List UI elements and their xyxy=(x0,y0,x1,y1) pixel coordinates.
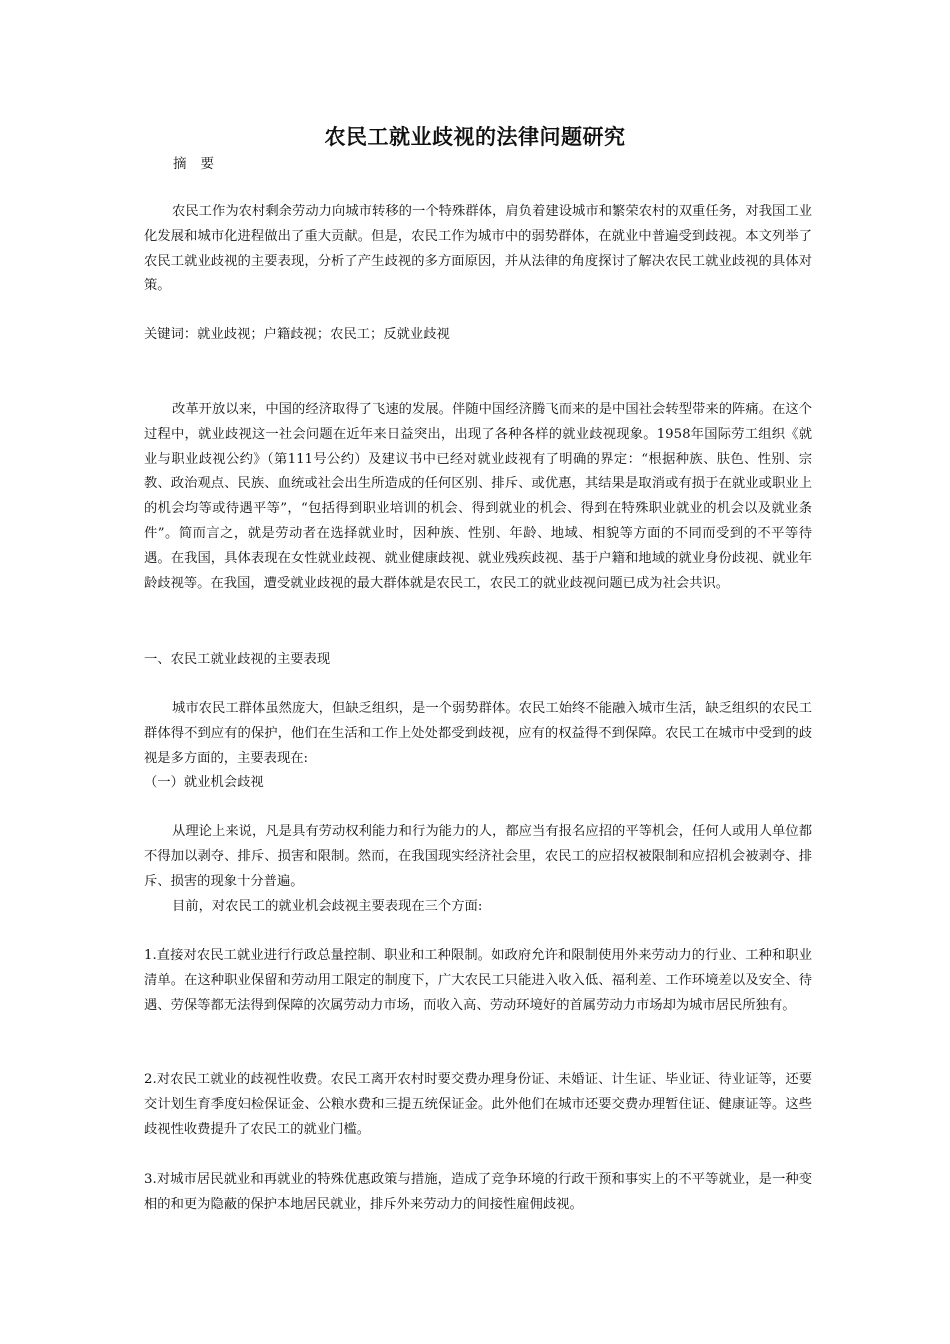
subsection-paragraph: 从理论上来说，凡是具有劳动权利能力和行为能力的人，都应当有报名应招的平等机会，任何人或用人单位都不得加以剥夺、排斥、损害和限制。然而，在我国现实经济社会里，农民工的应招权被限制和应招机会被剥夺、排斥、损害的现象十分普遍。 xyxy=(144,824,812,889)
abstract-paragraph: 农民工作为农村剩余劳动力向城市转移的一个特殊群体，肩负着建设城市和繁荣农村的双重任务，对我国工业化发展和城市化进程做出了重大贡献。但是，农民工作为城市中的弱势群体，在就业中普遍受到歧视。本文列举了农民工就业歧视的主要表现，分析了产生歧视的多方面原因，并从法律的角度探讨了解决农民工就业歧视的具体对策。 xyxy=(144,204,812,294)
keywords-line: 关键词：就业歧视；户籍歧视；农民工；反就业歧视 xyxy=(144,327,450,342)
section-heading: 一、农民工就业歧视的主要表现 xyxy=(144,652,331,667)
subsection-heading: （一）就业机会歧视 xyxy=(144,775,264,790)
list-item: 1.直接对农民工就业进行行政总量控制、职业和工种限制。如政府允许和限制使用外来劳动力的行业、工种和职业清单。在这种职业保留和劳动用工限定的制度下，广大农民工只能进入收入低、福利差、工作环境差以及安全、待遇、劳保等都无法得到保障的次属劳动力市场，而收入高、劳动环境好的首属劳动力市场却为城市居民所独有。 xyxy=(144,948,812,1013)
list-item: 2.对农民工就业的歧视性收费。农民工离开农村时要交费办理身份证、未婚证、计生证、毕业证、待业证等，还要交计划生育季度妇检保证金、公粮水费和三提五统保证金。此外他们在城市还要交费办理暂住证、健康证等。这些歧视性收费提升了农民工的就业门槛。 xyxy=(144,1072,812,1137)
section-paragraph: 城市农民工群体虽然庞大，但缺乏组织，是一个弱势群体。农民工始终不能融入城市生活，缺乏组织的农民工群体得不到应有的保护，他们在生活和工作上处处都受到歧视，应有的权益得不到保障。农民工在城市中受到的歧视是多方面的，主要表现在: xyxy=(144,701,812,766)
subsection-lead: 目前，对农民工的就业机会歧视主要表现在三个方面: xyxy=(172,899,483,914)
abstract-heading: 摘要 xyxy=(173,156,228,172)
list-item: 3.对城市居民就业和再就业的特殊优惠政策与措施，造成了竞争环境的行政干预和事实上的不平等就业，是一种变相的和更为隐蔽的保护本地居民就业，排斥外来劳动力的间接性雇佣歧视。 xyxy=(144,1172,812,1212)
document-title: 农民工就业歧视的法律问题研究 xyxy=(324,124,626,149)
intro-paragraph: 改革开放以来，中国的经济取得了飞速的发展。伴随中国经济腾飞而来的是中国社会转型带来的阵痛。在这个过程中，就业歧视这一社会问题在近年来日益突出，出现了各种各样的就业歧视现象。1958年国际劳工组织《就业与职业歧视公约》（第111号公约）及建议书中已经对就业歧视有了明确的界定：“根据种族、肤色、性别、宗教、政治观点、民族、血统或社会出生所造成的任何区别、排斥、或优惠，其结果是取消或有损于在就业或职业上的机会均等或待遇平等”，“包括得到职业培训的机会、得到就业的机会、得到在特殊职业就业的机会以及就业条件”。简而言之，就是劳动者在选择就业时，因种族、性别、年龄、地域、相貌等方面的不同而受到的不平等待遇。在我国，具体表现在女性就业歧视、就业健康歧视、就业残疾歧视、基于户籍和地域的就业身份歧视、就业年龄歧视等。在我国，遭受就业歧视的最大群体就是农民工，农民工的就业歧视问题已成为社会共识。 xyxy=(144,402,812,591)
